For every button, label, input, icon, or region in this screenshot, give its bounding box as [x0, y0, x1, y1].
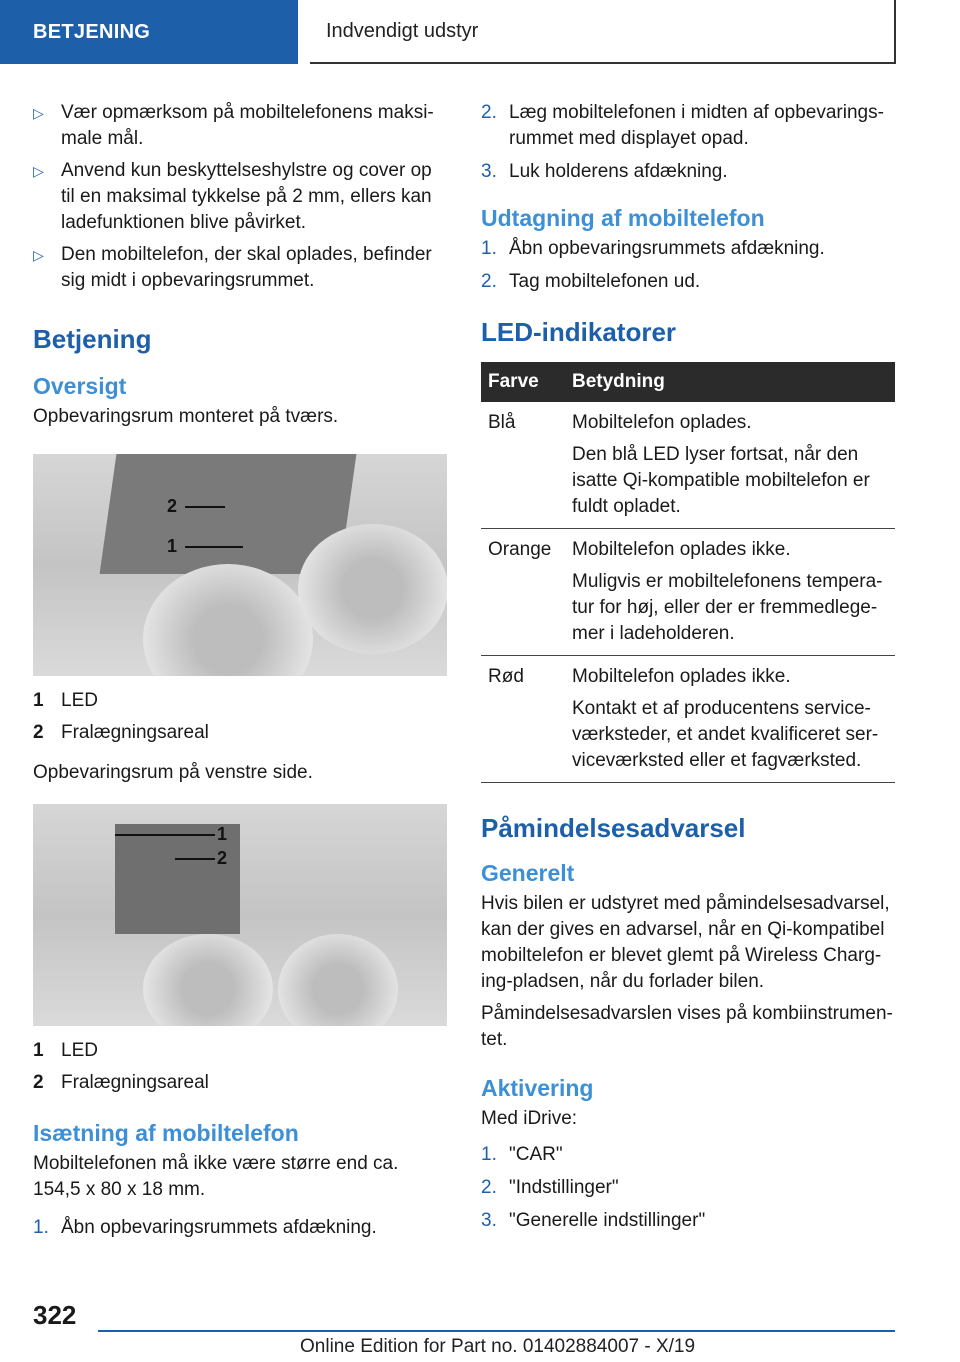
footer-edition: Online Edition for Part no. 01402884007 - X/19 — [300, 1336, 696, 1357]
heading-paamindelse: Påmindelsesadvarsel — [481, 813, 746, 843]
table-header: Farve — [481, 362, 565, 402]
led-table — [481, 362, 895, 783]
triangle-bullet-icon: ▷ — [33, 247, 44, 263]
heading-generelt: Generelt — [481, 860, 575, 886]
photo-side-storage: 1 2 — [33, 804, 447, 1026]
aktivering-text: Med iDrive: — [481, 1108, 578, 1129]
list-item: ▷ Vær opmærksom på mobiltelefonens maksi-male mål. — [33, 102, 434, 149]
right-column — [481, 100, 895, 1241]
heading-led: LED-indikatorer — [481, 317, 677, 347]
step-item: 1. Åbn opbevaringsrummets afdækning. — [481, 238, 825, 259]
heading-betjening: Betjening — [33, 324, 152, 354]
heading-oversigt: Oversigt — [33, 373, 127, 399]
footer-divider — [98, 1330, 895, 1332]
page-number: 322 — [33, 1300, 77, 1330]
step-item: 2. Læg mobiltelefonen i midten af opbevarings-rummet med displayet opad. — [481, 102, 884, 149]
side-storage-text: Opbevaringsrum på venstre side. — [33, 762, 313, 783]
step-item: 1. Åbn opbevaringsrummets afdækning. — [33, 1217, 377, 1238]
table-header: Betydning — [565, 362, 895, 402]
generelt-text-2: Påmindelsesadvarslen vises på kombiinstrumen-tet. — [481, 1003, 893, 1050]
left-column — [33, 100, 447, 1248]
section-tab — [0, 0, 298, 64]
step-item: 2. Tag mobiltelefonen ud. — [481, 271, 701, 292]
legend-item: 2 Fralægningsareal — [33, 722, 209, 743]
step-item: 3. Luk holderens afdækning. — [481, 161, 728, 182]
heading-aktivering: Aktivering — [481, 1075, 594, 1101]
step-item: 2. "Indstillinger" — [481, 1177, 619, 1198]
section-title: BETJENING — [33, 20, 151, 43]
step-item: 3. "Generelle indstillinger" — [481, 1210, 706, 1231]
triangle-bullet-icon: ▷ — [33, 163, 44, 179]
step-item: 1. "CAR" — [481, 1144, 563, 1165]
table-row: Blå Mobiltelefon oplades. Den blå LED lyser fortsat, når den isatte Qi-kompatible mobiltelefon er fuldt opladet. — [481, 402, 895, 529]
chapter-title: Indvendigt udstyr — [326, 19, 479, 42]
table-row: Orange Mobiltelefon oplades ikke. Muligvis er mobiltelefonens tempera-tur for høj, eller der er fremmedlege-mer i ladeholderen. — [481, 529, 895, 656]
heading-udtagning: Udtagning af mobiltelefon — [481, 205, 765, 231]
triangle-bullet-icon: ▷ — [33, 105, 44, 121]
legend-item: 1 LED — [33, 1040, 98, 1061]
generelt-text: Hvis bilen er udstyret med påmindelsesadvarsel, kan der gives en advarsel, når en Qi-kompatibel mobiltelefon er blevet glemt på Wireless Charg-ing-pladsen, når du forlader bilen. — [481, 893, 890, 992]
heading-isaetning: Isætning af mobiltelefon — [33, 1120, 299, 1146]
photo-crosswise-storage: 2 1 — [33, 454, 447, 676]
legend-item: 1 LED — [33, 690, 98, 711]
oversigt-text: Opbevaringsrum monteret på tværs. — [33, 406, 339, 427]
list-item: ▷ Den mobiltelefon, der skal oplades, befinder sig midt i opbevaringsrummet. — [33, 244, 432, 291]
chapter-tab — [310, 0, 896, 64]
list-item: ▷ Anvend kun beskyttelseshylstre og cover op til en maksimal tykkelse på 2 mm, ellers kan ladefunktionen blive påvirket. — [33, 160, 432, 233]
isaetning-text: Mobiltelefonen må ikke være større end ca. 154,5 x 80 x 18 mm. — [33, 1153, 399, 1200]
legend-item: 2 Fralægningsareal — [33, 1072, 209, 1093]
table-row: Rød Mobiltelefon oplades ikke. Kontakt et af producentens service-værksteder, et andet kvalificeret ser-viceværksted eller et fagværksted. — [481, 656, 895, 783]
